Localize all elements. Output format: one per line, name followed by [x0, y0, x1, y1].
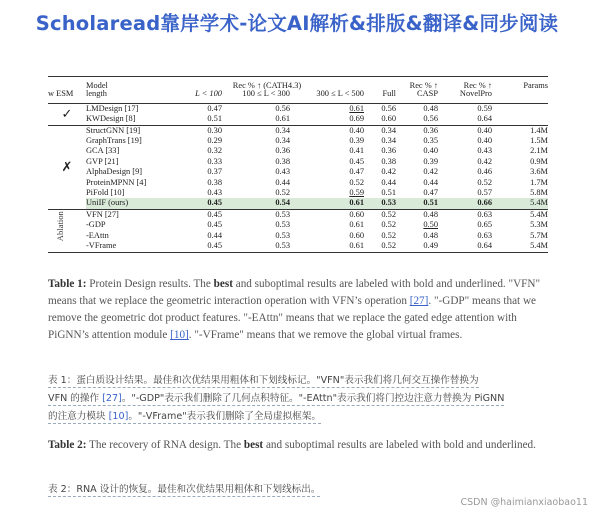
cell-model: -VFrame: [86, 241, 117, 251]
ref-27-link[interactable]: [27]: [409, 295, 429, 307]
cell-novel: 0.42: [477, 156, 492, 166]
cell-l1: 0.43: [207, 188, 222, 198]
cell-l3: 0.69: [349, 114, 364, 124]
zh1-line-2a: VFN 的操作: [48, 393, 103, 404]
cell-params: 0.9M: [530, 156, 548, 166]
cell-params: [492, 103, 548, 114]
table-row: [48, 146, 548, 156]
cell-l1: 0.51: [207, 114, 222, 124]
cell-l3: 0.45: [349, 156, 364, 166]
zh1-line-3b: 。"-VFrame"表示我们删除了全局虚拟框架。: [128, 411, 321, 422]
cell-l2: 0.54: [222, 198, 290, 209]
header-row-1: [48, 77, 548, 91]
table-row: [48, 198, 548, 209]
cell-novel: 0.63: [477, 230, 492, 240]
header-rec-novel: Rec % ↑: [463, 81, 492, 90]
table1-translation: [48, 372, 548, 426]
cell-l1: 0.47: [207, 103, 222, 113]
cell-casp: 0.49: [423, 241, 438, 251]
cell-l3: 0.39: [349, 136, 364, 146]
cell-l3: 0.60: [349, 209, 364, 219]
header-rec-casp: Rec % ↑: [409, 81, 438, 90]
cell-model: VFN [27]: [86, 209, 119, 219]
cell-l2: 0.36: [275, 146, 290, 156]
table-row: [48, 136, 548, 146]
cell-l2: 0.38: [275, 156, 290, 166]
cell-l1: 0.45: [207, 241, 222, 251]
cell-l1: 0.29: [207, 136, 222, 146]
cell-casp: 0.47: [423, 188, 438, 198]
table-row: [48, 125, 548, 136]
cell-l3: 0.41: [349, 146, 364, 156]
cell-l2: 0.34: [275, 125, 290, 135]
cell-casp: 0.36: [423, 125, 438, 135]
header-esm: w ESM: [48, 89, 74, 99]
ref-10-link[interactable]: [10]: [170, 329, 189, 341]
cell-l3: 0.59: [349, 188, 364, 198]
cell-novel: 0.52: [477, 177, 492, 187]
cell-l1: 0.33: [207, 156, 222, 166]
cell-params: 1.7M: [530, 177, 548, 187]
table-row: [48, 167, 548, 177]
table-row: [48, 157, 548, 167]
cell-l1: 0.45: [170, 198, 222, 209]
cell-full: 0.52: [381, 241, 396, 251]
cell-casp: 0.50: [423, 220, 438, 230]
cell-novel: 0.63: [477, 209, 492, 219]
cell-params: 1.5M: [530, 136, 548, 146]
header-params: Params: [523, 81, 548, 90]
cell-full: 0.34: [381, 136, 396, 146]
cell-params: 3.6M: [530, 167, 548, 177]
cell-full: 0.38: [381, 156, 396, 166]
cell-model: KWDesign [8]: [86, 114, 136, 124]
cell-params: 5.8M: [530, 188, 548, 198]
cell-model: PiFold [10]: [86, 188, 125, 198]
watermark: CSDN @haimianxiaobao11: [460, 497, 588, 508]
table-row: [48, 188, 548, 198]
cell-novel: 0.66: [438, 198, 492, 209]
cell-full: 0.53: [364, 198, 396, 209]
cell-novel: 0.40: [477, 125, 492, 135]
header-l3: 300 ≤ L < 500: [316, 89, 364, 99]
cell-casp: 0.51: [396, 198, 438, 209]
cell-l3: 0.61: [349, 220, 364, 230]
caption1-text-3: . "-GDP" means that we remove the geometric dot product features. "-EAttn" means that we replace the gated edge attention with PiGNN’s attention module: [48, 295, 536, 341]
zh1-line-2b: 。"-GDP"表示我们删除了几何点积特征。"-EAttn"表示我们将门控边注意力替换为 PiGNN: [121, 393, 505, 404]
header-novelpro: NovelPro: [459, 89, 492, 99]
table-row: [48, 241, 548, 252]
cell-l1: 0.37: [207, 167, 222, 177]
cell-full: 0.34: [381, 125, 396, 135]
cell-model: GCA [33]: [86, 146, 120, 156]
cell-l1: 0.45: [207, 209, 222, 219]
cell-casp: 0.35: [423, 136, 438, 146]
table2-caption: [48, 437, 548, 454]
zh1-ref-27[interactable]: [27]: [102, 393, 122, 404]
cell-full: 0.36: [381, 146, 396, 156]
cell-params: 5.4M: [530, 209, 548, 219]
cell-novel: 0.64: [477, 241, 492, 251]
cell-l1: 0.45: [207, 220, 222, 230]
cell-full: 0.42: [381, 167, 396, 177]
cell-l2: 0.34: [275, 136, 290, 146]
cell-casp: 0.42: [423, 167, 438, 177]
cell-l2: 0.56: [275, 103, 290, 113]
cell-l2: 0.44: [275, 177, 290, 187]
cell-full: 0.51: [381, 188, 396, 198]
results-table-container: [48, 76, 548, 253]
cell-model: -EAttn: [86, 230, 109, 240]
cell-novel: 0.64: [477, 114, 492, 124]
cell-novel: 0.65: [477, 220, 492, 230]
cell-l2: 0.43: [275, 167, 290, 177]
cell-params: 5.4M: [492, 198, 548, 209]
cell-novel: 0.40: [477, 136, 492, 146]
header-l1: L < 100: [195, 89, 222, 99]
esm-cell: ✓: [61, 106, 73, 122]
header-length: length: [86, 89, 107, 99]
cell-l3: 0.61: [349, 103, 364, 113]
cell-l2: 0.53: [275, 230, 290, 240]
table-row: [48, 114, 548, 125]
cell-l3: 0.61: [349, 241, 364, 251]
cell-model: LMDesign [17]: [86, 103, 139, 113]
esm-cell: [48, 209, 86, 252]
table1-caption: [48, 276, 548, 344]
esm-cell: ✗: [61, 159, 73, 175]
results-table: [48, 76, 548, 253]
table-row: [48, 220, 548, 230]
cell-l3: 0.52: [349, 177, 364, 187]
cell-model: GraphTrans [19]: [86, 136, 142, 146]
cell-params: 2.1M: [530, 146, 548, 156]
cell-novel: 0.46: [477, 167, 492, 177]
app-title: Scholaread靠岸学术-论文AI解析&排版&翻译&同步阅读: [35, 12, 559, 35]
table-row: [48, 231, 548, 241]
header-l2: 100 ≤ L < 300: [242, 89, 290, 99]
header-row-2: [48, 90, 548, 103]
table-row: [48, 178, 548, 188]
zh1-line-3a: 的注意力模块: [48, 411, 109, 422]
cell-full: 0.52: [381, 230, 396, 240]
caption1-best: best: [213, 278, 233, 290]
cell-l3: 0.47: [349, 167, 364, 177]
cell-full: 0.44: [381, 177, 396, 187]
caption1-text-1: Protein Design results. The: [86, 278, 214, 290]
cell-l1: 0.32: [207, 146, 222, 156]
header-full: Full: [382, 89, 396, 99]
cell-l2: 0.53: [275, 241, 290, 251]
ablation-label: Ablation: [54, 211, 65, 242]
cell-model: AlphaDesign [9]: [86, 167, 143, 177]
cell-casp: 0.48: [423, 209, 438, 219]
cell-model: GVP [21]: [86, 156, 119, 166]
cell-l1: 0.38: [207, 177, 222, 187]
cell-l1: 0.30: [207, 125, 222, 135]
cell-casp: 0.48: [423, 103, 438, 113]
zh1-ref-10[interactable]: [10]: [108, 411, 129, 422]
caption1-text-4: . "-VFrame" means that we remove the global virtual frames.: [188, 329, 463, 341]
caption1-text-2: and suboptimal results are labeled with bold and underlined. "VFN" means that we replace the geometric interaction operation with VFN’s operation: [48, 278, 541, 307]
caption2-text-2: and suboptimal results are labeled with bold and underlined.: [263, 439, 536, 451]
cell-casp: 0.44: [423, 177, 438, 187]
cell-l3: 0.40: [349, 125, 364, 135]
header-rec-cath: Rec % ↑ (CATH4.3): [232, 81, 302, 90]
header-model: Model: [86, 81, 108, 90]
cell-casp: 0.48: [423, 230, 438, 240]
cell-params: 1.4M: [530, 125, 548, 135]
cell-params: 5.3M: [530, 220, 548, 230]
cell-params: 5.4M: [530, 241, 548, 251]
cell-l3: 0.61: [290, 198, 364, 209]
cell-l1: 0.44: [207, 230, 222, 240]
cell-l2: 0.53: [275, 209, 290, 219]
table-row: [48, 209, 548, 220]
cell-l3: 0.60: [349, 230, 364, 240]
header-casp: CASP: [417, 89, 438, 99]
cell-novel: 0.57: [477, 188, 492, 198]
cell-novel: 0.43: [477, 146, 492, 156]
cell-full: 0.60: [381, 114, 396, 124]
cell-casp: 0.40: [423, 146, 438, 156]
cell-l2: 0.61: [275, 114, 290, 124]
caption2-text-1: The recovery of RNA design. The: [86, 439, 244, 451]
cell-l2: 0.52: [275, 188, 290, 198]
table2-label: Table 2:: [48, 439, 87, 451]
cell-model: UniIF (ours): [86, 198, 170, 209]
caption2-best: best: [243, 439, 264, 451]
cell-casp: 0.39: [423, 156, 438, 166]
zh1-line-1: 表 1：蛋白质设计结果。最佳和次优结果用粗体和下划线标记。"VFN"表示我们将几何交互操作替换为: [48, 375, 479, 386]
cell-full: 0.52: [381, 220, 396, 230]
cell-model: ProteinMPNN [4]: [86, 177, 147, 187]
table-row: [48, 103, 548, 114]
cell-model: -GDP: [86, 220, 106, 230]
table1-label: Table 1:: [48, 278, 87, 290]
cell-params: [492, 114, 548, 125]
cell-novel: 0.59: [477, 103, 492, 113]
cell-full: 0.52: [381, 209, 396, 219]
zh2-line: 表 2：RNA 设计的恢复。最佳和次优结果用粗体和下划线标出。: [48, 484, 321, 495]
cell-casp: 0.56: [423, 114, 438, 124]
cell-model: StructGNN [19]: [86, 125, 141, 135]
cell-l2: 0.53: [275, 220, 290, 230]
cell-params: 5.7M: [530, 230, 548, 240]
cell-full: 0.56: [381, 103, 396, 113]
